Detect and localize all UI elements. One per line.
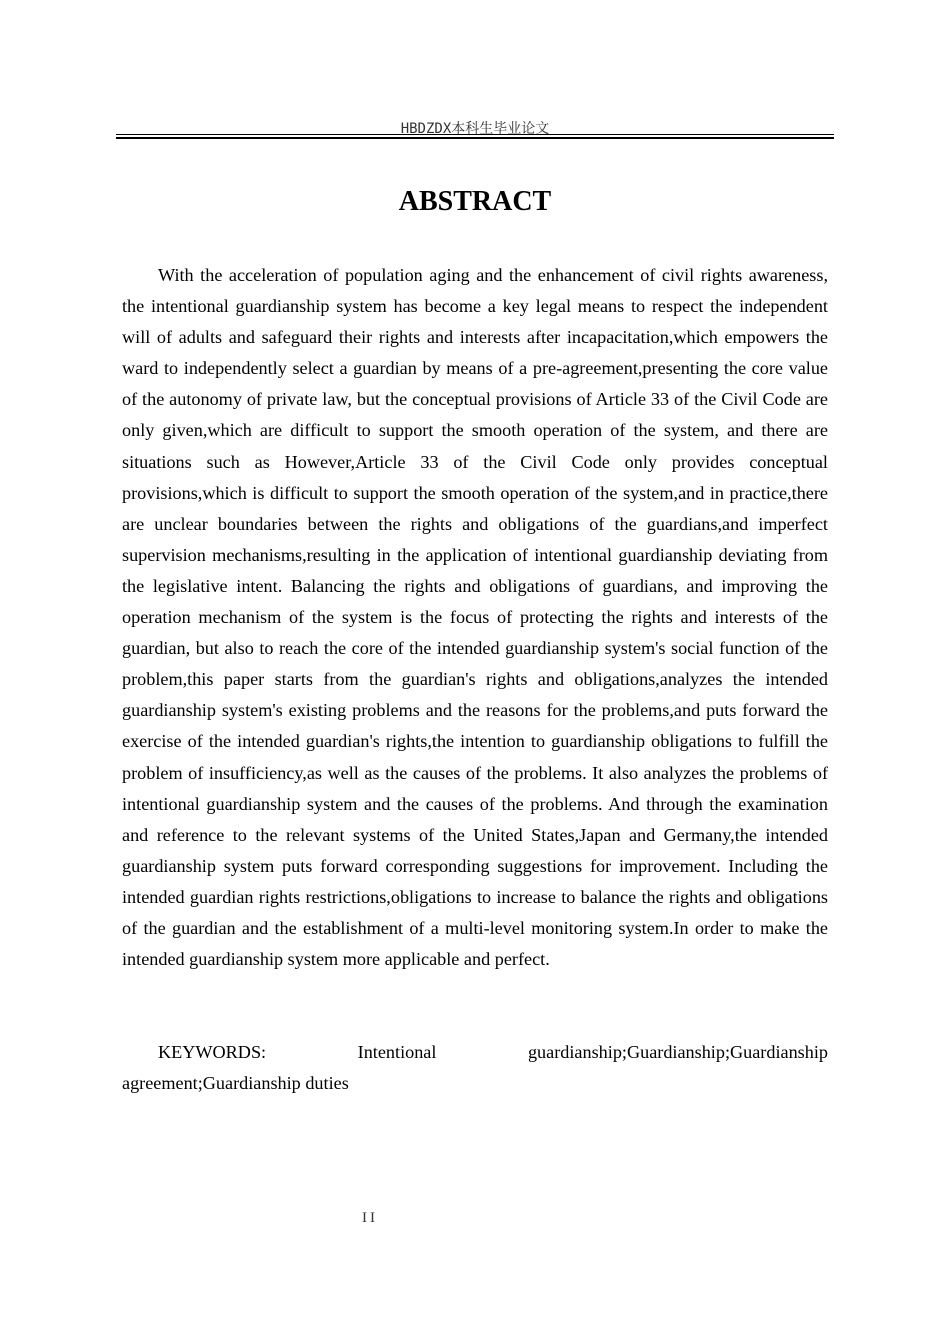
page-title: ABSTRACT <box>398 186 552 217</box>
header-rule-thick <box>116 137 834 139</box>
keywords-paragraph: KEYWORDS: Intentional guardianship;Guardianship;Guardianship agreement;Guardianship duties <box>122 1042 833 1094</box>
running-header: HBDZDX本科生毕业论文 <box>400 121 550 137</box>
page-number: II <box>362 1210 378 1226</box>
header-rule-thin <box>116 134 834 135</box>
abstract-paragraph: With the acceleration of population aging and the enhancement of civil rights awareness, the intentional guardianship system has become a key legal means to respect the independent will of adults and safeguard their rights and interests after incapacitation,which empowers the ward to independently select a guardian by means of a pre-agreement,presenting the core value of the autonomy of private law, but the conceptual provisions of Article 33 of the Civil Code are only given,which are difficult to support the smooth operation of the system, and there are situations such as However,Article 33 of the Civil Code only provides conceptual provisions,which is difficult to support the smooth operation of the system,and in practice,there are unclear boundaries between the rights and obligations of the guardians,and imperfect supervision mechanisms,resulting in the application of intentional guardianship deviating from the legislative intent. Balancing the rights and obligations of guardians, and improving the operation mechanism of the system is the focus of protecting the rights and interests of the guardian, but also to reach the core of the intended guardianship system's social function of the problem,this paper starts from the guardian's rights and obligations,analyzes the intended guardianship system's existing problems and the reasons for the problems,and puts forward the exercise of the intended guardian's rights,the intention to guardianship obligations to fulfill the problem of insufficiency,as well as the causes of the problems. It also analyzes the problems of intentional guardianship system and the causes of the problems. And through the examination and reference to the relevant systems of the United States,Japan and Germany,the intended guardianship system puts forward corresponding suggestions for improvement. Including the intended guardian rights restrictions,obligations to increase to balance the rights and obligations of the guardian and the establishment of a multi-level monitoring system.In order to make the intended guardianship system more applicable and perfect. <box>122 265 828 970</box>
